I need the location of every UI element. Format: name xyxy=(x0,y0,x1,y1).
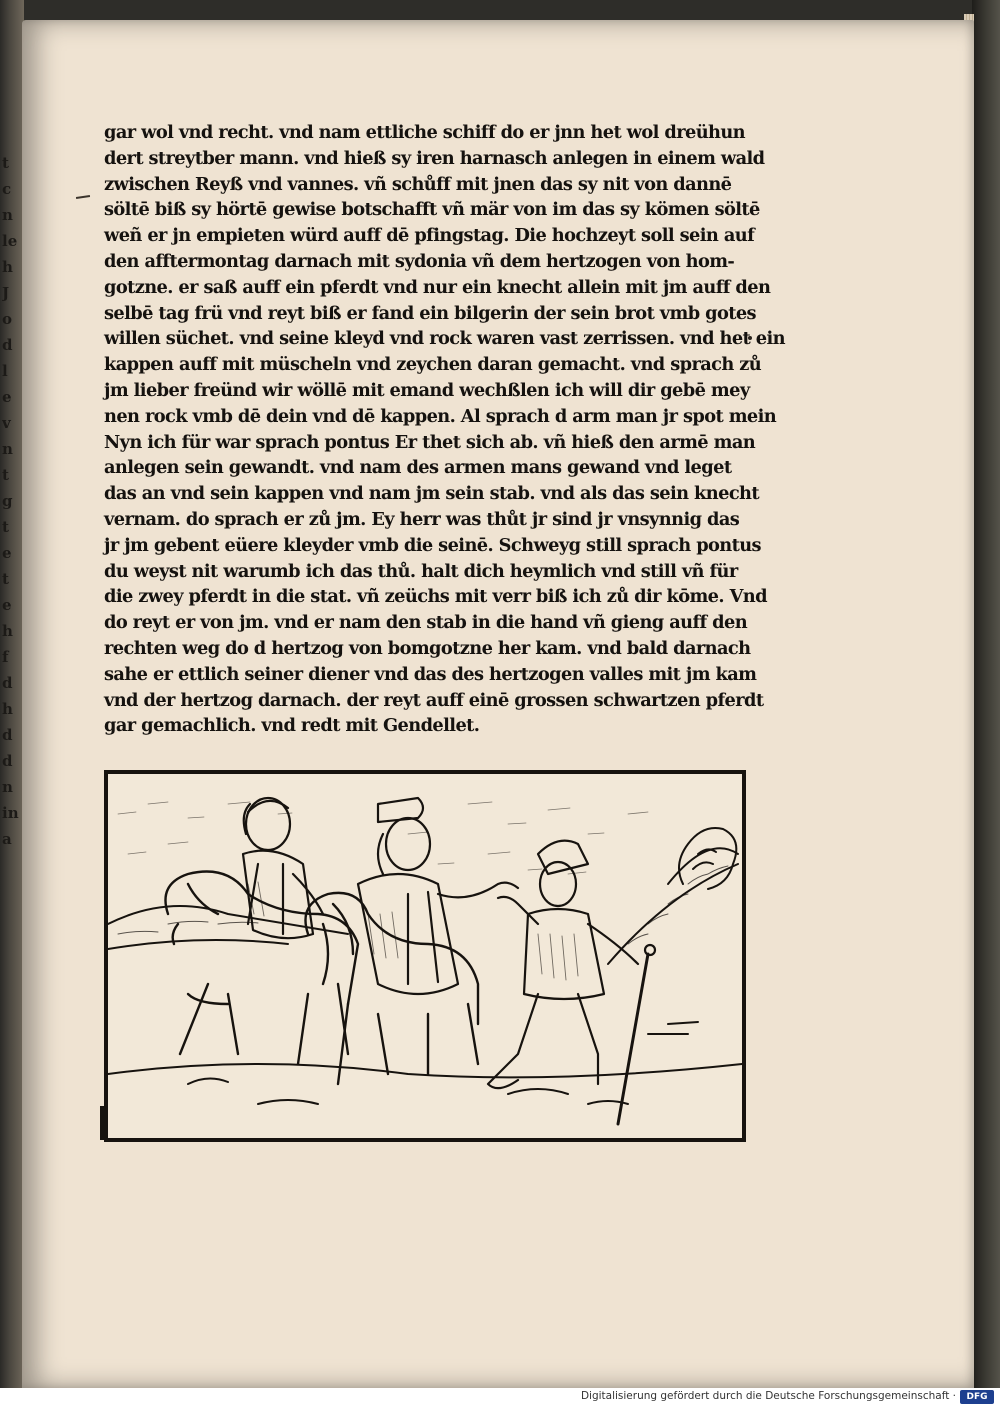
woodcut-drawing xyxy=(108,774,742,1138)
ground xyxy=(108,1022,742,1104)
dfg-logo: DFG xyxy=(960,1390,994,1404)
text-line: gar wol vnd recht. vnd nam ettliche schiff do er jnn het wol dreühun xyxy=(104,122,746,143)
text-line: den afftermontag darnach mit sydonia vñ dem hertzogen von hom- xyxy=(104,250,735,272)
text-line: nen rock vmb dē dein vnd dē kappen. Al sprach d arm man jr spot mein xyxy=(104,405,777,427)
text-line: vnd der hertzog darnach. der reyt auff einē grossen schwartzen pferdt xyxy=(104,689,764,711)
text-line: jm lieber freünd wir wöllē mit emand wechßlen ich will dir gebē mey xyxy=(104,379,750,401)
text-line: weñ er jn empieten würd auff dē pfingstag. Die hochzeyt soll sein auf xyxy=(104,225,755,247)
text-line: sahe er ettlich seiner diener vnd das des hertzogen valles mit jm kam xyxy=(104,663,757,685)
pilgrim-figure xyxy=(488,841,655,1124)
left-page-edge xyxy=(0,0,24,1388)
text-line: vernam. do sprach er zů jm. Ey herr was thůt jr sind jr vnsynnig das xyxy=(104,508,740,530)
woodcut-tab xyxy=(100,1106,108,1140)
text-line: das an vnd sein kappen vnd nam jm sein stab. vnd als das sein knecht xyxy=(104,483,759,505)
rider-left xyxy=(243,798,323,938)
footer-bar xyxy=(0,1388,1000,1406)
text-line: do reyt er von jm. vnd er nam den stab in die hand vñ gieng auff den xyxy=(104,612,748,634)
digitization-credit: Digitalisierung gefördert durch die Deutsche Forschungsgemeinschaft · xyxy=(580,1390,956,1402)
horse-center xyxy=(306,893,479,1084)
text-line: anlegen sein gewandt. vnd nam des armen mans gewand vnd leget xyxy=(104,457,732,479)
hills xyxy=(108,848,738,964)
book-cover-right xyxy=(972,0,1000,1388)
text-line: rechten weg do d hertzog von bomgotzne her kam. vnd bald darnach xyxy=(104,637,751,659)
blackletter-text-block xyxy=(104,120,785,739)
text-line: selbē tag frü vnd reyt biß er fand ein bilgerin der sein brot vmb gotes xyxy=(104,302,756,324)
text-line: Nyn ich für war sprach pontus Er thet sich ab. vñ hieß den armē man xyxy=(104,431,756,453)
text-line: gotzne. er saß auff ein pferdt vnd nur ein knecht allein mit jm auff den xyxy=(104,276,771,298)
sky-hatching xyxy=(118,802,648,874)
horse-left xyxy=(166,872,359,1065)
book-cover-top xyxy=(0,0,1000,22)
text-line: zwischen Reyß vnd vannes. vñ schůff mit jnen das sy nit von dannē xyxy=(104,173,732,195)
text-line: kappen auff mit müscheln vnd zeychen daran gemacht. vnd sprach zů xyxy=(104,354,762,376)
text-line: willen süchet. vnd seine kleyd vnd rock waren vast zerrissen. vnd het ein xyxy=(104,328,785,350)
text-line: söltē biß sy hörtē gewise botschafft vñ mär von im das sy kömen söltē xyxy=(104,199,760,221)
text-line: gar gemachlich. vnd redt mit Gendellet. xyxy=(104,715,480,737)
figure-hatching xyxy=(248,882,578,980)
left-page-fragment-text: t c n le h J o d l e v n t g t e t e h f d h d d n in a xyxy=(2,154,19,848)
rider-center xyxy=(358,798,518,994)
text-line: du weyst nit warumb ich das thů. halt dich heymlich vnd still vñ für xyxy=(104,560,738,582)
text-line: die zwey pferdt in die stat. vñ zeüchs mit verr biß ich zů dir kōme. Vnd xyxy=(104,586,767,608)
text-line: jr jm gebent eüere kleyder vmb die seinē. Schweyg still sprach pontus xyxy=(104,534,761,556)
woodcut-illustration xyxy=(104,770,746,1142)
text-line: dert streytber mann. vnd hieß sy iren harnasch anlegen in einem wald xyxy=(104,147,765,169)
